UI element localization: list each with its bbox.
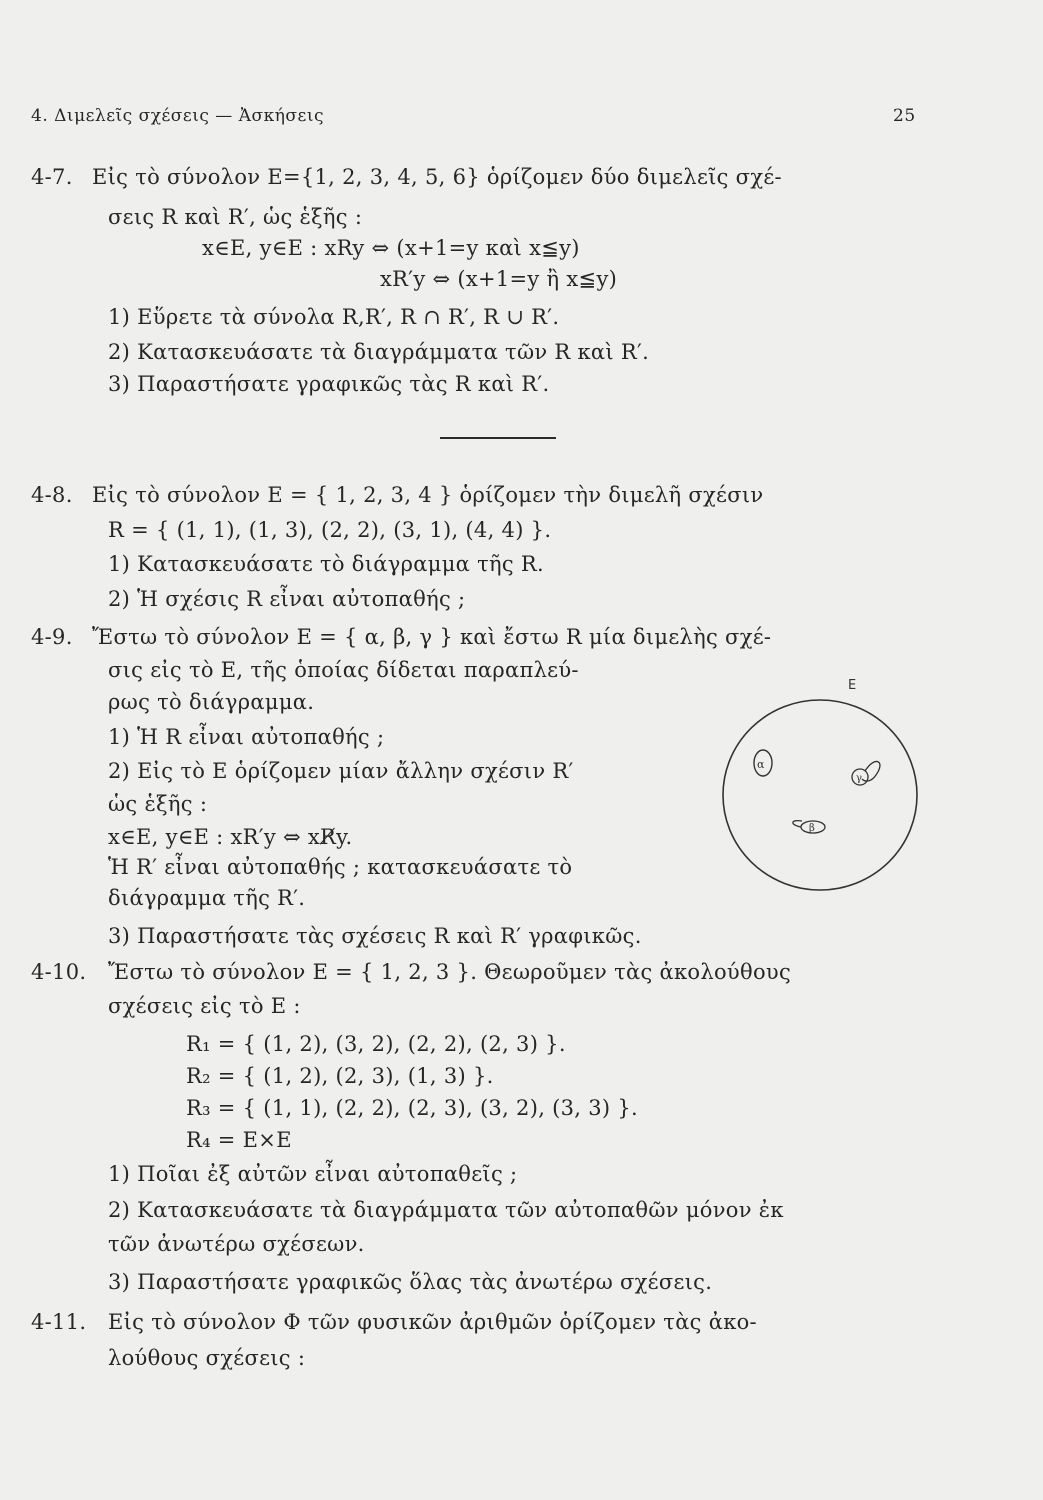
relation-set: R = { (1, 1), (1, 3), (2, 2), (3, 1), (4, 4) }. [108, 518, 552, 542]
exercise-text: Εἰς τὸ σύνολον E = { 1, 2, 3, 4 } ὁρίζομεν τὴν διμελῆ σχέσιν [92, 483, 764, 507]
exercise-text: λούθους σχέσεις : [108, 1346, 306, 1370]
alpha-label: α [757, 758, 765, 771]
exercise-number: 4-7. [31, 165, 73, 189]
exercise-number: 4-8. [31, 483, 73, 507]
set-label: E [848, 678, 857, 693]
section-divider [440, 437, 556, 439]
question: 1) Εὕρετε τὰ σύνολα R,R′, R ∩ R′, R ∪ R′. [108, 305, 560, 329]
question: 3) Παραστήσατε γραφικῶς ὅλας τὰς ἀνωτέρω σχέσεις. [108, 1270, 713, 1294]
beta-label: β [809, 823, 815, 834]
exercise-text: σεις R καὶ R′, ὡς ἑξῆς : [108, 205, 363, 229]
question: 1) Ποῖαι ἐξ αὐτῶν εἶναι αὐτοπαθεῖς ; [108, 1162, 518, 1186]
question: 1) Ἡ R εἶναι αὐτοπαθής ; [108, 725, 385, 749]
relation-diagram [690, 665, 930, 895]
question: 2) Κατασκευάσατε τὰ διαγράμματα τῶν αὐτοπαθῶν μόνον ἐκ [108, 1198, 784, 1222]
exercise-text: Ἔστω τὸ σύνολον E = { 1, 2, 3 }. Θεωροῦμεν τὰς ἀκολούθους [108, 960, 792, 984]
relation-r4: R₄ = E×E [186, 1128, 292, 1152]
exercise-text: σχέσεις εἰς τὸ E : [108, 994, 301, 1018]
question: 2) Κατασκευάσατε τὰ διαγράμματα τῶν R καὶ R′. [108, 340, 650, 364]
gamma-label: γ [856, 773, 862, 784]
question: 2) Εἰς τὸ E ὁρίζομεν μίαν ἄλλην σχέσιν R′ [108, 759, 574, 783]
relation-r1: R₁ = { (1, 2), (3, 2), (2, 2), (2, 3) }. [186, 1032, 566, 1056]
question: τῶν ἀνωτέρω σχέσεων. [108, 1232, 365, 1256]
question: 3) Παραστήσατε τὰς σχέσεις R καὶ R′ γραφικῶς. [108, 924, 642, 948]
question: 1) Κατασκευάσατε τὸ διάγραμμα τῆς R. [108, 552, 545, 576]
exercise-number: 4-10. [31, 960, 87, 984]
exercise-text: Εἰς τὸ σύνολον Φ τῶν φυσικῶν ἀριθμῶν ὁρίζομεν τὰς ἀκο- [108, 1310, 757, 1334]
question: Ἡ R′ εἶναι αὐτοπαθής ; κατασκευάσατε τὸ [108, 855, 573, 879]
exercise-text: Εἰς τὸ σύνολον E={1, 2, 3, 4, 5, 6} ὁρίζομεν δύο διμελεῖς σχέ- [92, 165, 782, 189]
question: 3) Παραστήσατε γραφικῶς τὰς R καὶ R′. [108, 372, 550, 396]
question: ὡς ἑξῆς : [108, 792, 208, 816]
relation-r3: R₃ = { (1, 1), (2, 2), (2, 3), (3, 2), (3, 3) }. [186, 1096, 639, 1120]
running-header: 4. Διμελεῖς σχέσεις — Ἀσκήσεις [31, 106, 325, 126]
relation-definition: x∈E, y∈E : xR′y ⇔ xR̸y. [108, 825, 353, 849]
exercise-text: σις εἰς τὸ E, τῆς ὁποίας δίδεται παραπλεύ- [108, 658, 579, 682]
relation-definition: x∈E, y∈E : xRy ⇔ (x+1=y καὶ x≦y) [202, 236, 580, 260]
exercise-text: ρως τὸ διάγραμμα. [108, 690, 315, 714]
set-boundary [723, 700, 917, 890]
page-number: 25 [893, 106, 916, 126]
exercise-number: 4-9. [31, 625, 73, 649]
question: διάγραμμα τῆς R′. [108, 886, 306, 910]
relation-definition: xR′y ⇔ (x+1=y ἢ x≦y) [380, 267, 618, 291]
exercise-text: Ἔστω τὸ σύνολον E = { α, β, γ } καὶ ἔστω R μία διμελὴς σχέ- [92, 625, 772, 649]
relation-r2: R₂ = { (1, 2), (2, 3), (1, 3) }. [186, 1064, 494, 1088]
exercise-number: 4-11. [31, 1310, 87, 1334]
question: 2) Ἡ σχέσις R εἶναι αὐτοπαθής ; [108, 587, 466, 611]
